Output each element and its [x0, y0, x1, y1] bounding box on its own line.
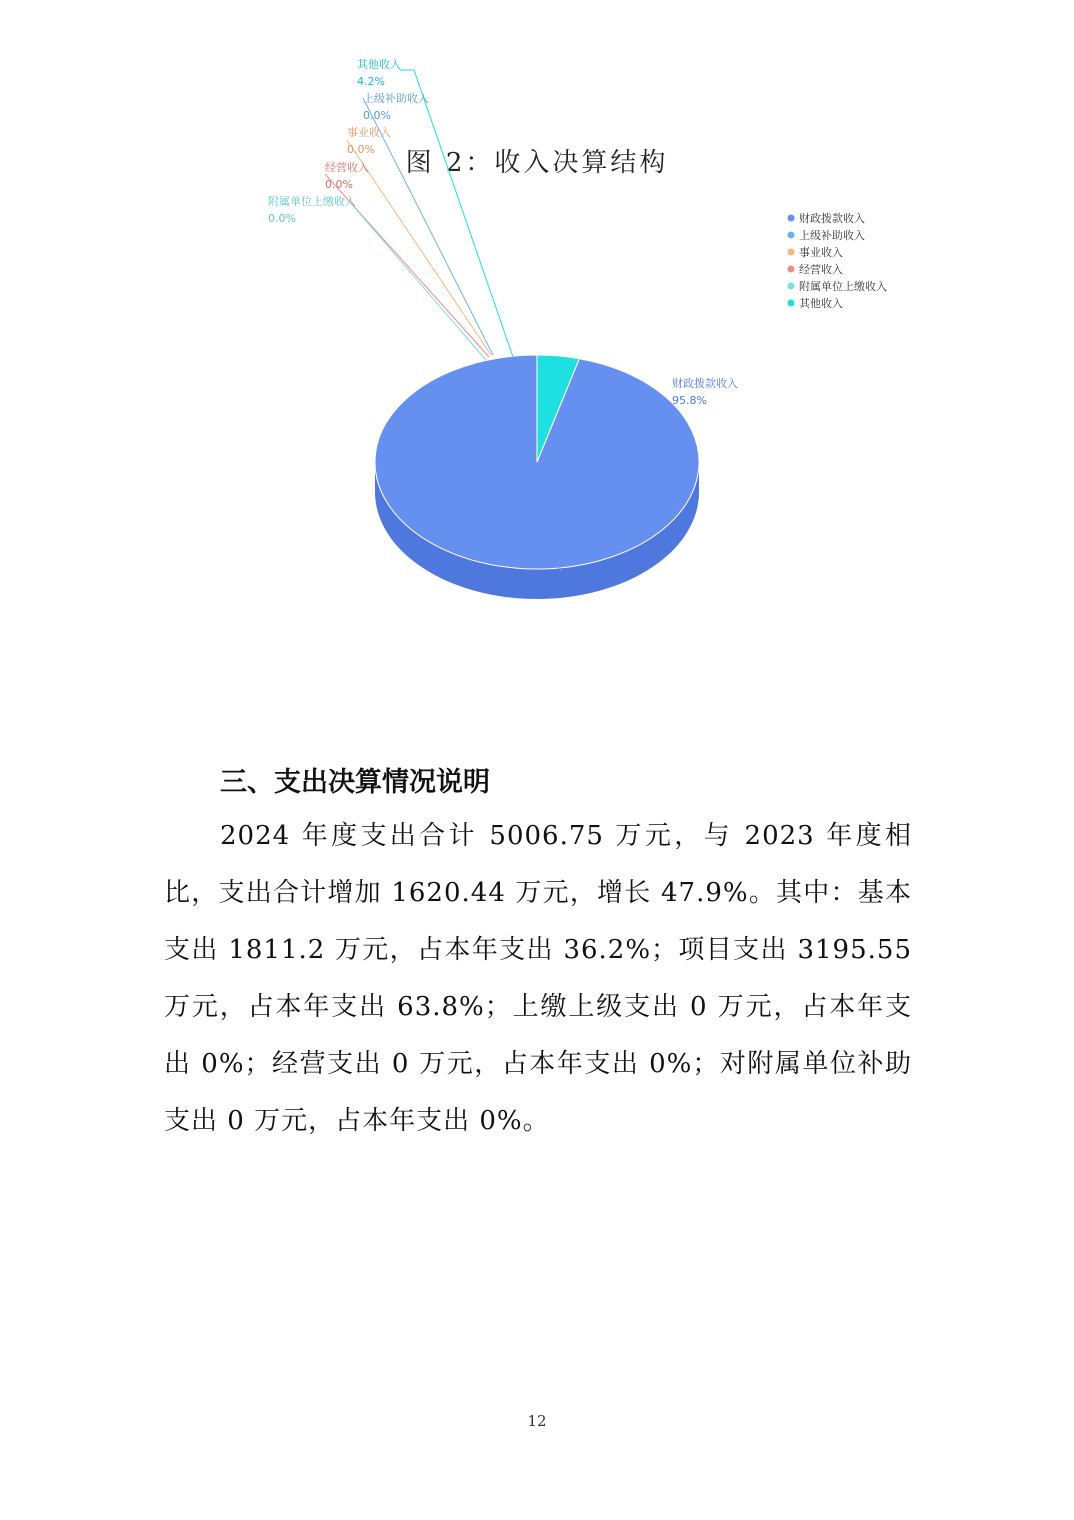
label-line-5 — [400, 70, 513, 357]
legend-label-3: 经营收入 — [799, 263, 843, 276]
slice-value-3: 0.0% — [325, 178, 353, 191]
page-number: 12 — [527, 1412, 547, 1430]
figure-title: 图 2：收入决算结构 — [405, 148, 669, 178]
legend-label-2: 事业收入 — [799, 246, 843, 259]
slice-value-0: 95.8% — [672, 394, 707, 407]
slice-value-5: 4.2% — [357, 75, 385, 88]
slice-label-3: 经营收入 — [325, 161, 369, 174]
slice-label-4: 附属单位上缴收入 — [268, 195, 356, 208]
slice-label-0: 财政拨款收入 — [672, 377, 738, 390]
section-heading: 三、支出决算情况说明 — [220, 767, 490, 798]
legend-marker-2 — [788, 249, 795, 256]
slice-label-5: 其他收入 — [357, 58, 401, 71]
legend-label-4: 附属单位上缴收入 — [799, 280, 887, 293]
legend-marker-4 — [788, 283, 795, 290]
slice-value-1: 0.0% — [363, 109, 391, 122]
slice-label-1: 上级补助收入 — [363, 92, 429, 105]
legend-label-1: 上级补助收入 — [799, 229, 865, 242]
legend-marker-1 — [788, 232, 795, 239]
slice-value-2: 0.0% — [347, 143, 375, 156]
slice-value-4: 0.0% — [268, 212, 296, 225]
legend-marker-5 — [788, 300, 795, 307]
legend-marker-0 — [788, 215, 795, 222]
label-line-4 — [355, 208, 486, 360]
slice-label-2: 事业收入 — [347, 126, 391, 139]
legend-label-0: 财政拨款收入 — [799, 212, 865, 225]
body-paragraph: 2024 年度支出合计 5006.75 万元，与 2023 年度相比，支出合计增加 1620.44 万元，增长 47.9%。其中：基本支出 1811.2 万元，占本年支出 36.2%；项目支出 3195.55 万元，占本年支出 63.8%；上缴上级支出 0 万元，占本年支出 0%；经营支出 0 万元，占本年支出 0%；对附属单位补助支出 0 万元，占本年支出 0%。 — [164, 821, 912, 1136]
legend-marker-3 — [788, 266, 795, 273]
legend-label-5: 其他收入 — [799, 297, 843, 310]
